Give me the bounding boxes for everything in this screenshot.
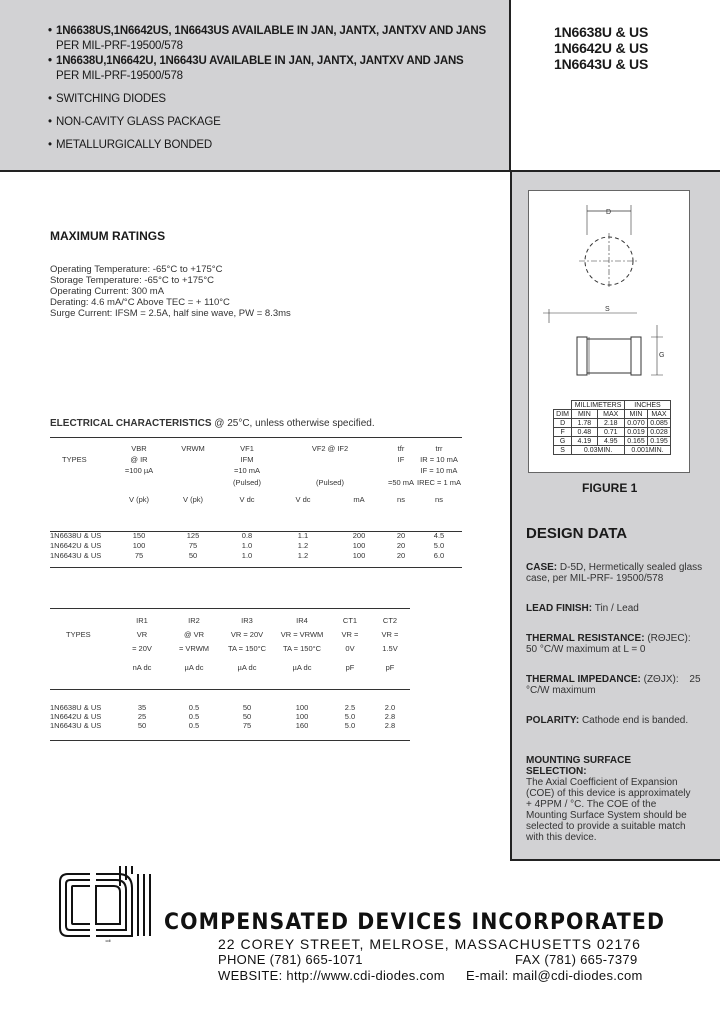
- part-number-list: [554, 24, 648, 72]
- thermal-impedance-spec: THERMAL IMPEDANCE: (ZΘJX): 25 °C/W maximum: [526, 674, 701, 696]
- dim-label-d: D: [606, 209, 612, 216]
- figure-1-box: [528, 190, 690, 473]
- cdi-logo: [56, 866, 160, 944]
- col-tfr: tfr: [397, 443, 405, 453]
- header-divider-vertical: [509, 0, 511, 172]
- company-phone: PHONE (781) 665-1071: [218, 952, 363, 967]
- cdi-logo-mark: [56, 866, 160, 944]
- dim-label-g: G: [659, 352, 665, 359]
- table-row: 1N6638U & US 150 125 0.8 1.1 200 20 4.5: [50, 530, 445, 540]
- case-spec: CASE: D-5D, Hermetically sealed glass case, per MIL-PRF- 19500/578: [526, 562, 703, 584]
- design-data-title: DESIGN DATA: [526, 525, 628, 542]
- feature-text: METALLURGICALLY BONDED: [56, 139, 213, 151]
- col-vbr: VBR: [131, 443, 147, 453]
- company-name: COMPENSATED DEVICES INCORPORATED: [164, 910, 666, 935]
- part-number: 1N6642U & US: [554, 40, 649, 56]
- units-row: V (pk) V (pk) V dc V dc mA ns ns: [128, 494, 443, 504]
- elec-table-2-body: [50, 703, 410, 730]
- max-ratings-list: [50, 264, 490, 319]
- elec-table-1-header: VBR VRWM VF1 VF2 @ IF2 tfr trr TYPES @ IR IFM IF IR = 10 mA =100 µA =10 mA IF = 10 mA (Pulsed) (Pulsed) =50 mA IREC = 1 mA V (pk) V (pk) V dc V dc mA ns ns: [50, 442, 462, 510]
- rating-line: Storage Temperature: -65°C to +175°C: [50, 275, 215, 286]
- col-trr: trr: [435, 443, 443, 453]
- rating-line: Operating Current: 300 mA: [50, 286, 165, 297]
- elec-table-2: [50, 608, 410, 741]
- col-vrwm: VRWM: [181, 443, 205, 453]
- feature-item: • NON-CAVITY GLASS PACKAGE: [48, 115, 508, 130]
- col-ir2: IR2: [188, 615, 200, 625]
- elec-title: ELECTRICAL CHARACTERISTICS: [50, 418, 212, 429]
- part-number: 1N6638U & US: [554, 24, 649, 40]
- feature-text: 1N6638US,1N6642US, 1N6643US AVAILABLE IN JAN, JANTX, JANTXV AND JANS: [56, 25, 486, 37]
- col-ct1: CT1: [342, 615, 358, 625]
- rating-line: Derating: 4.6 mA/°C Above TEC = + 110°C: [50, 297, 230, 308]
- elec-table-2-divider: [50, 689, 410, 690]
- table-row: 1N6642U & US 25 0.5 50 100 5.0 2.8: [50, 712, 396, 721]
- company-fax: FAX (781) 665-7379: [515, 952, 638, 967]
- max-ratings-title: MAXIMUM RATINGS: [50, 229, 166, 243]
- elec-table-1-body: [50, 530, 462, 560]
- figure-caption: FIGURE 1: [582, 481, 638, 495]
- col-ct2: CT2: [382, 615, 398, 625]
- feature-list: [48, 24, 508, 153]
- dim-label-s: S: [605, 306, 610, 313]
- mounting-surface-spec: MOUNTING SURFACE SELECTION: The Axial Coefficient of Expansion (COE) of this device is approximately + 4PPM / °C. The COE of the Mounting Surface System should be selected to provide a suitable match with this device.: [526, 755, 691, 843]
- elec-title-suffix: @ 25°C, unless otherwise specified.: [214, 418, 375, 429]
- company-address: 22 COREY STREET, MELROSE, MASSACHUSETTS 02176: [218, 936, 641, 952]
- col-ir3: IR3: [241, 615, 253, 625]
- feature-item: • METALLURGICALLY BONDED: [48, 138, 508, 153]
- company-website[interactable]: WEBSITE: http://www.cdi-diodes.com: [218, 968, 445, 983]
- elec-title-line: [50, 418, 375, 429]
- feature-sub: PER MIL-PRF-19500/578: [56, 40, 183, 52]
- dimension-table: MILLIMETERS INCHES DIM MIN MAX MIN MAX D 1.78 2.18 0.070 0.085 F 0.48 0.71 0.019 0.028 G 4.19 4.95 0.165 0.195 S 0.03MIN. 0.001MIN.: [553, 400, 671, 455]
- feature-text: 1N6638U,1N6642U, 1N6643U AVAILABLE IN JAN, JANTX, JANTXV AND JANS: [56, 55, 464, 67]
- table-row: F 0.48 0.71 0.019 0.028: [554, 428, 671, 437]
- feature-sub: PER MIL-PRF-19500/578: [56, 70, 183, 82]
- units-row: nA dc µA dc µA dc µA dc pF pF: [132, 662, 395, 672]
- polarity-spec: POLARITY: Cathode end is banded.: [526, 715, 689, 726]
- logo-text: cdi: [105, 938, 111, 943]
- feature-item: • 1N6638U,1N6642U, 1N6643U AVAILABLE IN JAN, JANTX, JANTXV AND JANS PER MIL-PRF-19500/578: [48, 54, 508, 84]
- company-email[interactable]: E-mail: mail@cdi-diodes.com: [466, 968, 643, 983]
- table-row: 1N6643U & US 50 0.5 75 160 5.0 2.8: [50, 721, 396, 730]
- feature-text: NON-CAVITY GLASS PACKAGE: [56, 116, 221, 128]
- col-vf2-if2: VF2 @ IF2: [311, 443, 349, 453]
- lead-finish-spec: LEAD FINISH: Tin / Lead: [526, 603, 639, 614]
- elec-table-2-header: IR1 IR2 IR3 IR4 CT1 CT2 TYPES VR @ VR VR = 20V VR = VRWM VR = VR = = 20V = VRWM TA = 150°C TA = 150°C 0V 1.5V nA dc µA dc µA dc µA dc pF pF: [50, 613, 410, 679]
- table-row: 1N6638U & US 35 0.5 50 100 2.5 2.0: [50, 703, 396, 712]
- types-label: TYPES: [62, 455, 87, 464]
- table-row: S 0.03MIN. 0.001MIN.: [554, 446, 671, 455]
- design-panel-bottom-rule: [510, 859, 720, 861]
- feature-text: SWITCHING DIODES: [56, 93, 166, 105]
- elec-table-1: [50, 437, 462, 568]
- table-row: D 1.78 2.18 0.070 0.085: [554, 419, 671, 428]
- feature-item: • 1N6638US,1N6642US, 1N6643US AVAILABLE IN JAN, JANTX, JANTXV AND JANS PER MIL-PRF-19500/578: [48, 24, 508, 54]
- col-ir4: IR4: [296, 615, 308, 625]
- diode-outline-drawing: [529, 191, 689, 391]
- col-vf1: VF1: [240, 443, 254, 453]
- part-number: 1N6643U & US: [554, 56, 649, 72]
- feature-item: • SWITCHING DIODES: [48, 92, 508, 107]
- table-row: 1N6643U & US 75 50 1.0 1.2 100 20 6.0: [50, 550, 445, 560]
- types-label: TYPES: [66, 629, 91, 639]
- rating-line: Operating Temperature: -65°C to +175°C: [50, 264, 223, 275]
- col-ir1: IR1: [136, 615, 148, 625]
- table-row: 1N6642U & US 100 75 1.0 1.2 100 20 5.0: [50, 540, 445, 550]
- thermal-resistance-spec: THERMAL RESISTANCE: (RΘJEC): 50 °C/W maximum at L = 0: [526, 633, 691, 655]
- rating-line: Surge Current: IFSM = 2.5A, half sine wave, PW = 8.3ms: [50, 308, 291, 319]
- table-row: G 4.19 4.95 0.165 0.195: [554, 437, 671, 446]
